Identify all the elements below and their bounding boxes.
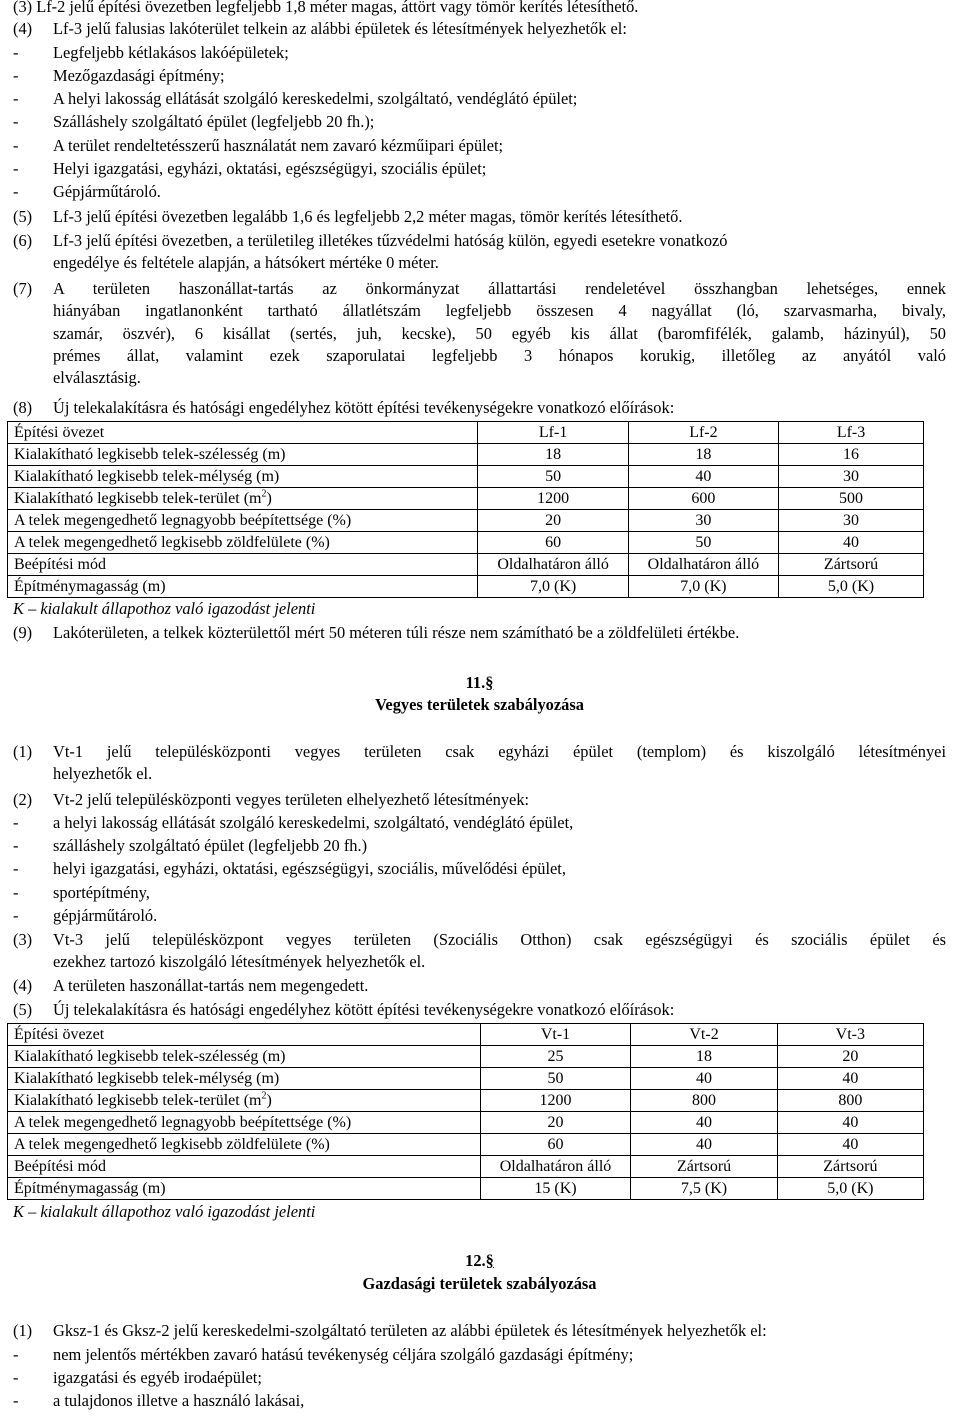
list-item: - nem jelentős mértékben zavaró hatású tevékenység céljára szolgáló gazdasági építmény; <box>13 1345 634 1364</box>
section-12-title: Gazdasági területek szabályozása <box>362 1274 597 1293</box>
table-row: Kialakítható legkisebb telek-szélesség (m) 25 18 20 <box>8 1046 924 1068</box>
s11-paragraph-3: (3) Vt-3 jelű településközpont vegyes területen (Szociális Otthon) csak egészségügyi és szociális épület és ezekhez tartozó kiszolgáló létesítmények helyezhetők el. <box>13 930 946 972</box>
list-item: - Gépjárműtároló. <box>13 182 161 201</box>
table-row: Kialakítható legkisebb telek-mélység (m) 50 40 30 <box>8 466 924 488</box>
section-11-title: Vegyes területek szabályozása <box>375 695 584 714</box>
list-item: - A terület rendeltetésszerű használatát nem zavaró kézműipari épület; <box>13 136 504 155</box>
list-item: - helyi igazgatási, egyházi, oktatási, egészségügyi, szociális, művelődési épület, <box>13 859 566 878</box>
list-item: - Mezőgazdasági építmény; <box>13 66 225 85</box>
list-item: - szálláshely szolgáltató épület (legfeljebb 20 fh.) <box>13 836 368 855</box>
table-row: Építménymagasság (m) 15 (K) 7,5 (K) 5,0 (K) <box>8 1178 924 1200</box>
paragraph-text: Lf-3 jelű falusias lakóterület telkein az alábbi épületek és létesítmények helyezhetők el: <box>53 19 627 38</box>
paragraph-lf2-fence: (3) Lf-2 jelű építési övezetben legfeljebb 1,8 méter magas, áttört vagy tömör kerítés létesíthető. <box>13 0 639 16</box>
table-row: Kialakítható legkisebb telek-terület $(m^2)$ 1200 800 800 <box>8 1090 924 1112</box>
section-12-number: 12.§ <box>465 1251 494 1270</box>
table-row: A telek megengedhető legkisebb zöldfelülete (%) 60 40 40 <box>8 1134 924 1156</box>
list-item: - a tulajdonos illetve a használó lakásai, <box>13 1391 305 1410</box>
list-item: - A helyi lakosság ellátását szolgáló kereskedelmi, szolgáltató, vendéglátó épület; <box>13 89 578 108</box>
s11-paragraph-4: (4) A területen haszonállat-tartás nem megengedett. <box>13 976 369 995</box>
table-note: K – kialakult állapothoz való igazodást jelenti <box>13 1202 316 1221</box>
paragraph-number: (4) <box>13 19 33 38</box>
paragraph-5: (5) Lf-3 jelű építési övezetben legalább 1,6 és legfeljebb 2,2 méter magas, tömör kerítés létesíthető. <box>13 207 683 226</box>
table-row: Beépítési mód Oldalhatáron álló Oldalhatáron álló Zártsorú <box>8 554 924 576</box>
s11-paragraph-5: (5) Új telekalakításra és hatósági engedélyhez kötött építési tevékenységekre vonatkozó előírások: <box>13 1000 675 1019</box>
paragraph-4 <box>13 18 946 40</box>
table-row: Kialakítható legkisebb telek-szélesség (m) 18 18 16 <box>8 444 924 466</box>
table-row: A telek megengedhető legnagyobb beépítettsége (%) 20 40 40 <box>8 1112 924 1134</box>
paragraph-7: (7) A területen haszonállat-tartás az önkormányzat állattartási rendeletével összhangban lehetséges, ennek hiányában ingatlanonként tartható állatlétszám legfeljebb összesen 4 nagyállat (ló, szarvasmarha, bivaly, szamár, öszvér), 6 kisállat (sertés, juh, kecske), 50 egyéb kis állat (baromfifélék, galamb, házinyúl), 50 prémes állat, valamint ezek szaporulatai legfeljebb 3 hónapos korukig, illetőleg az anyától való elválasztásig. <box>13 279 946 388</box>
s11-paragraph-1: (1) Vt-1 jelű településközponti vegyes területen csak egyházi épület (templom) és kiszolgáló létesítményei helyezhetők el. <box>13 742 946 784</box>
table-row: Építési övezet Lf-1 Lf-2 Lf-3 <box>8 422 924 444</box>
table-row: Építési övezet Vt-1 Vt-2 Vt-3 <box>8 1024 924 1046</box>
paragraph-9: (9) Lakóterületen, a telkek közterülettől mért 50 méteren túli része nem számítható be a zöldfelületi értékbe. <box>13 623 740 642</box>
paragraph-6: (6) Lf-3 jelű építési övezetben, a területileg illetékes tűzvédelmi hatóság külön, egyedi esetekre vonatkozó engedélye és feltétele alapján, a hátsókert mértéke 0 méter. <box>13 231 728 273</box>
vt-zone-table <box>7 1023 924 1200</box>
list-item: - Szálláshely szolgáltató épület (legfeljebb 20 fh.); <box>13 112 375 131</box>
table-row: A telek megengedhető legnagyobb beépítettsége (%) 20 30 30 <box>8 510 924 532</box>
table-row: A telek megengedhető legkisebb zöldfelülete (%) 60 50 40 <box>8 532 924 554</box>
list-item: - sportépítmény, <box>13 883 150 902</box>
lf-zone-table <box>7 421 924 598</box>
s12-paragraph-1: (1) Gksz-1 és Gksz-2 jelű kereskedelmi-szolgáltató területen az alábbi épületek és létesítmények helyezhetők el: <box>13 1321 767 1340</box>
list-item: - gépjárműtároló. <box>13 906 158 925</box>
s11-paragraph-2: (2) Vt-2 jelű településközponti vegyes területen elhelyezhető létesítmények: <box>13 790 530 809</box>
list-item: - igazgatási és egyéb irodaépület; <box>13 1368 262 1387</box>
section-11-number: 11.§ <box>465 673 494 692</box>
list-item: - a helyi lakosság ellátását szolgáló kereskedelmi, szolgáltató, vendéglátó épület, <box>13 813 574 832</box>
table-note: K – kialakult állapothoz való igazodást jelenti <box>13 599 316 618</box>
list-item: - Helyi igazgatási, egyházi, oktatási, egészségügyi, szociális épület; <box>13 159 487 178</box>
table-row: Építménymagasság (m) 7,0 (K) 7,0 (K) 5,0 (K) <box>8 576 924 598</box>
paragraph-8: (8) Új telekalakításra és hatósági engedélyhez kötött építési tevékenységekre vonatkozó előírások: <box>13 398 675 417</box>
table-row: Beépítési mód Oldalhatáron álló Zártsorú Zártsorú <box>8 1156 924 1178</box>
table-row: Kialakítható legkisebb telek-mélység (m) 50 40 40 <box>8 1068 924 1090</box>
table-row: Kialakítható legkisebb telek-terület $(m^2)$ 1200 600 500 <box>8 488 924 510</box>
list-item: - Legfeljebb kétlakásos lakóépületek; <box>13 43 289 62</box>
